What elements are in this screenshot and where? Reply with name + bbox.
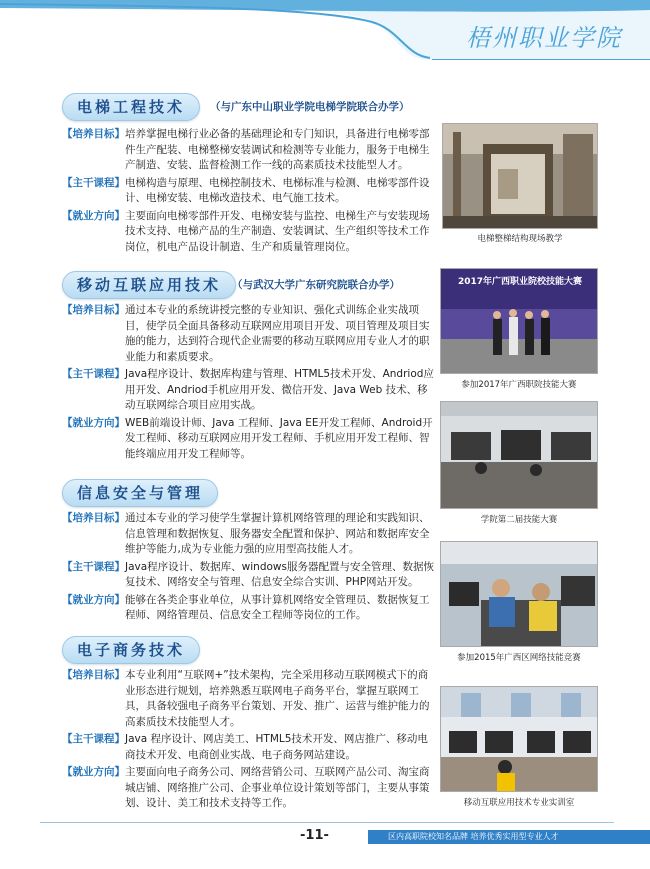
section-rows: [62, 127, 437, 257]
row-employment: [62, 593, 437, 624]
row-tag: 【培养目标】: [62, 669, 125, 681]
row-text: 主要面向电梯零部件开发、电梯安装与监控、电梯生产与安装现场技术支持、电梯产品的生产制造、安装调试、生产组织等技术工作岗位，机电产品设计制造、生产和质量管理岗位。: [125, 209, 430, 253]
row-tag: 【主干课程】: [62, 560, 125, 573]
row-text: 通过本专业的系统讲授完整的专业知识、强化式训练企业实战项目，使学员全面具备移动互联网应用项目开发、项目管理及项目实施的能力，达到符合现代企业需要的移动互联网应用专业人才的职业能力和素质要求。: [125, 304, 430, 363]
row-tag: 【主干课程】: [62, 176, 125, 189]
row-tag: 【就业方向】: [62, 416, 125, 429]
photo-caption: 移动互联应用技术专业实训室: [463, 798, 575, 808]
row-text: 能够在各类企事业单位，从事计算机网络安全管理员、数据恢复工程师、网络管理员、信息安全工程师等岗位的工作。: [125, 593, 430, 621]
row-training-goal: [62, 511, 437, 558]
section-title: 信息安全与管理: [62, 479, 218, 507]
row-main-courses: [62, 732, 437, 763]
photo-caption: 参加2017年广西职院技能大赛: [461, 380, 577, 390]
row-tag: 【培养目标】: [62, 304, 125, 316]
section-title: 电子商务技术: [62, 636, 200, 664]
row-text: 主要面向电子商务公司、网络营销公司、互联网产品公司、淘宝商城店铺、网络推广公司、企事业单位设计策划等部门，主要从事策划、设计、美工和技术支持等工作。: [125, 766, 430, 809]
row-tag: 【就业方向】: [62, 593, 125, 606]
row-training-goal: [62, 668, 437, 730]
banner-text: 2017年广西职业院校技能大赛: [457, 277, 583, 287]
row-tag: 【培养目标】: [62, 128, 125, 140]
row-text: 电梯构造与原理、电梯控制技术、电梯标准与检测、电梯零部件设计、电梯安装、电梯改造技术、电气施工技术。: [125, 176, 430, 204]
section-title-row: [62, 93, 602, 123]
row-main-courses: [62, 176, 437, 207]
section-rows: [62, 668, 437, 814]
photo-training-room: [440, 686, 598, 792]
row-main-courses: [62, 367, 437, 414]
section-rows: [62, 511, 437, 626]
row-employment: [62, 416, 437, 463]
row-text: Java 程序设计、网店美工、HTML5技术开发、网店推广、移动电商技术开发、电商创业实战、电子商务网站建设。: [125, 733, 428, 761]
header-band: [0, 0, 650, 60]
row-tag: 【就业方向】: [62, 209, 125, 222]
photo-elevator-teaching: [442, 123, 598, 229]
row-text: WEB前端设计师、Java 工程师、Java EE开发工程师、Android开发工程师、移动互联网应用开发工程师、手机应用开发工程师、智能终端应用开发工程师等。: [125, 416, 433, 460]
section-rows: [62, 303, 437, 464]
photo-caption: 参加2015年广西区网络技能竞赛: [457, 653, 581, 663]
row-training-goal: [62, 303, 437, 365]
row-main-courses: [62, 560, 437, 591]
school-logo-text: 梧州职业学院: [466, 24, 622, 52]
footer-slogan-bar: 区内高职院校知名品牌 培养优秀实用型专业人才: [368, 830, 650, 844]
row-text: Java程序设计、数据库、windows服务器配置与安全管理、数据恢复技术、网络安全与管理、信息安全综合实训、PHP网站开发。: [125, 560, 434, 588]
photo-network-contest: [440, 541, 598, 647]
row-text: 培养掌握电梯行业必备的基础理论和专门知识，具备进行电梯零部件生产配装、电梯整梯安装调试和检测等专业能力，服务于电梯生产制造、安装、监督检测工作一线的高素质技术技能型人才。: [125, 128, 430, 171]
photo-caption: 学院第二届技能大赛: [480, 515, 558, 525]
section-title: 电梯工程技术: [62, 93, 200, 121]
section-subtitle: （与广东中山职业学院电梯学院联合办学）: [210, 101, 410, 113]
row-tag: 【培养目标】: [62, 512, 125, 524]
photo-competition-2017: [440, 268, 598, 374]
section-subtitle: （与武汉大学广东研究院联合办学）: [232, 279, 400, 291]
section-title-row: [62, 479, 602, 509]
row-employment: [62, 209, 437, 256]
photo-caption: 电梯整梯结构现场教学: [477, 234, 563, 244]
row-tag: 【就业方向】: [62, 766, 125, 778]
row-text: 本专业利用“互联网+”技术架构，完全采用移动互联网模式下的商业形态进行规划，培养熟悉互联网电子商务平台，掌握互联网工具，具备较强电子商务平台策划、开发、推广、运营与维护能力的高素质技术技能型人才。: [125, 669, 430, 728]
row-tag: 【主干课程】: [62, 733, 125, 745]
section-title: 移动互联应用技术: [62, 271, 236, 299]
row-tag: 【主干课程】: [62, 368, 125, 380]
row-text: Java程序设计、数据库构建与管理、HTML5技术开发、Andriod应用开发、Andriod手机应用开发、微信开发、Java Web 技术、移动互联网综合项目应用实战。: [125, 368, 434, 411]
row-training-goal: [62, 127, 437, 174]
section-title-row: [62, 636, 602, 666]
row-text: 通过本专业的学习使学生掌握计算机网络管理的理论和实践知识、信息管理和数据恢复、服务器安全配置和保护、网站和数据库安全维护等能力,成为专业能力强的应用型高技能人才。: [125, 512, 430, 555]
row-employment: [62, 765, 437, 812]
page-number: -11-: [300, 828, 329, 843]
footer-divider: [40, 822, 614, 823]
